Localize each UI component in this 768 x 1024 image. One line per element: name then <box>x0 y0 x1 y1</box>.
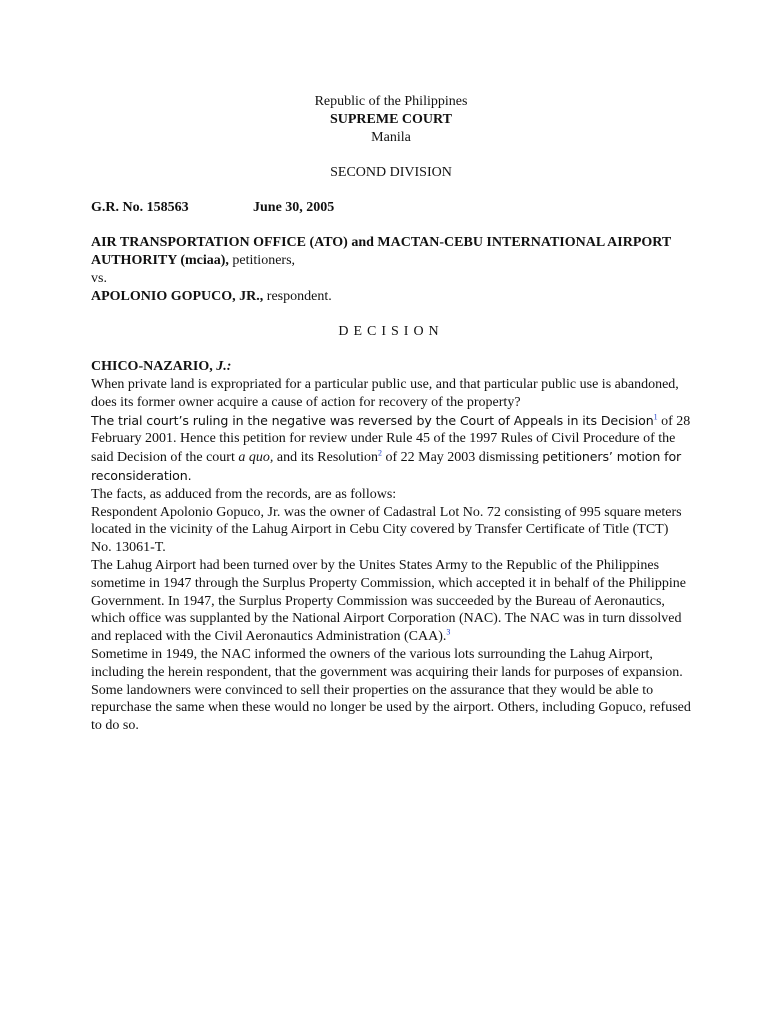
document-page <box>91 93 691 735</box>
respondent-name: APOLONIO GOPUCO, JR., <box>91 289 264 304</box>
petitioners-names: AIR TRANSPORTATION OFFICE (ATO) and MACTAN-CEBU INTERNATIONAL AIRPORT AUTHORITY (mciaa), <box>91 235 671 268</box>
paragraph-2-text-b: and its Resolution <box>273 450 378 466</box>
paragraph-2-text-c: of 22 May 2003 dismissing <box>381 450 543 466</box>
footnote-link-3[interactable]: 3 <box>446 627 451 637</box>
paragraph-1: When private land is expropriated for a particular public use, and that particular public use is abandoned, does its former owner acquire a cause of action for recovery of the property? <box>91 377 679 410</box>
paragraph-5-text: The Lahug Airport had been turned over by the Unites States Army to the Republic of the Philippines sometime in 1947 through the Surplus Property Commission, which accepted it in behalf of the Philippine Government. In 1947, the Surplus Property Commission was succeeded by the Bureau of Aeronautics, which office was supplanted by the National Airport Corporation (NAC). The NAC was in turn dissolved and replaced with the Civil Aeronautics Administration (CAA). <box>91 557 686 645</box>
paragraph-4: Respondent Apolonio Gopuco, Jr. was the owner of Cadastral Lot No. 72 consisting of 995 square meters located in the vicinity of the Lahug Airport in Cebu City covered by Transfer Certificate of Title (TCT) No. 13061-T. <box>91 504 682 556</box>
paragraph-3: The facts, as adduced from the records, are as follows: <box>91 486 397 502</box>
court-heading: SUPREME COURT <box>329 112 452 127</box>
petitioners <box>91 234 691 270</box>
footnote-link-2[interactable]: 2 <box>377 448 382 458</box>
paragraph-2-tail: petitioners’ motion for reconsideration. <box>91 449 682 483</box>
paragraph-5 <box>91 557 691 646</box>
ponente <box>91 358 691 376</box>
ponente-title: J.: <box>216 359 232 374</box>
petitioners-label: petitioners, <box>228 253 296 268</box>
paragraph-2-lead: The trial court’s ruling in the negative was reversed by the Court of Appeals in its Decision <box>91 412 654 428</box>
city-heading: Manila <box>371 130 411 145</box>
case-date: June 30, 2005 <box>253 200 335 215</box>
ponente-name: CHICO-NAZARIO, <box>91 359 213 374</box>
decision-title: DECISION <box>338 324 444 339</box>
respondent <box>91 288 691 306</box>
republic-heading: Republic of the Philippines <box>314 94 468 109</box>
paragraph-2 <box>91 412 691 486</box>
respondent-label: respondent. <box>263 289 332 304</box>
gr-number: G.R. No. 158563 <box>91 200 189 215</box>
paragraph-2-text: of 28 February 2001. Hence this petition for review under Rule 45 of the 1997 Rules of Civil Procedure of the said Decision of the court <box>91 413 691 466</box>
footnote-link-1[interactable]: 1 <box>653 411 658 421</box>
versus: vs. <box>91 271 107 286</box>
latin-phrase: a quo, <box>238 450 274 466</box>
division-heading: SECOND DIVISION <box>330 165 452 180</box>
case-number-line <box>91 199 691 217</box>
paragraph-6: Sometime in 1949, the NAC informed the owners of the various lots surrounding the Lahug Airport, including the herein respondent, that the government was acquiring their lands for purposes of expansion. Some landowners were convinced to sell their properties on the assurance that they would be able to repurchase the same when these would no longer be used by the airport. Others, including Gopuco, refused to do so. <box>91 646 691 734</box>
